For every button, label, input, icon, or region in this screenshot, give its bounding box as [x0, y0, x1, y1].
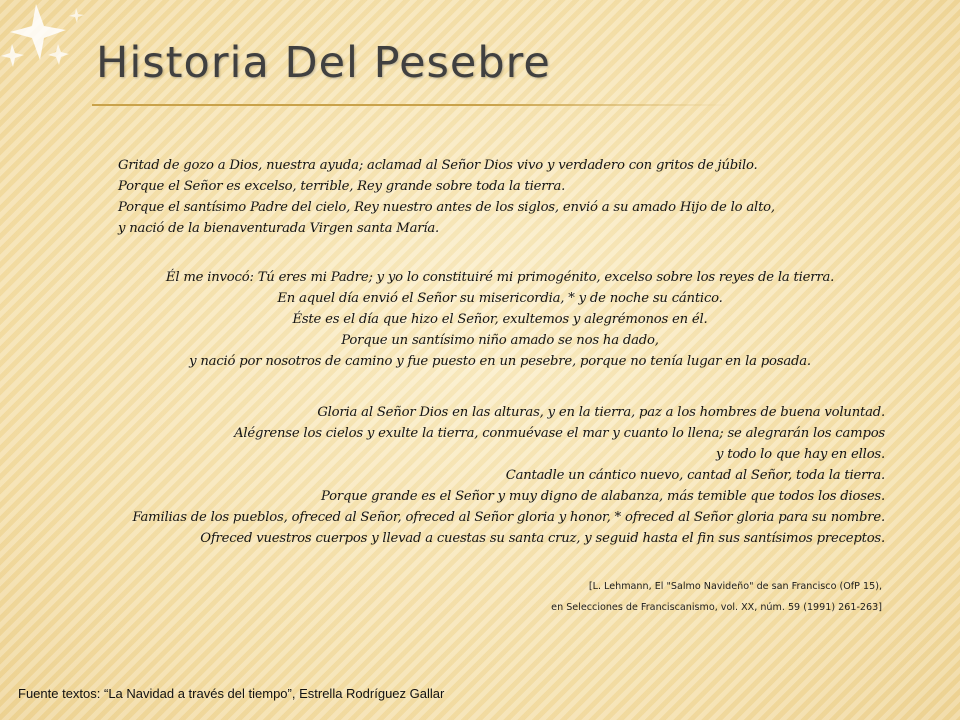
verse-line: Porque un santísimo niño amado se nos ha dado, — [341, 333, 659, 348]
verse-line: En aquel día envió el Señor su misericordia, * y de noche su cántico. — [277, 291, 723, 306]
title-underline — [92, 104, 732, 106]
verse-line: y nació por nosotros de camino y fue puesto en un pesebre, porque no tenía lugar en la posada. — [189, 354, 811, 369]
verse-line: Porque el Señor es excelso, terrible, Rey grande sobre toda la tierra. — [118, 179, 566, 194]
verse-block-center — [130, 267, 870, 372]
source-note: Fuente textos: “La Navidad a través del tiempo”, Estrella Rodríguez Gallar — [18, 686, 445, 701]
star-icon — [69, 8, 84, 23]
star-icon — [1, 44, 24, 67]
star-cluster-icon — [0, 0, 96, 96]
slide-title: Historia Del Pesebre — [96, 38, 551, 88]
verse-line: Ofreced vuestros cuerpos y llevad a cuestas su santa cruz, y seguid hasta el fin sus santísimos preceptos. — [200, 531, 885, 546]
verse-line: y todo lo que hay en ellos. — [716, 447, 885, 462]
verse-line: Porque grande es el Señor y muy digno de alabanza, más temible que todos los dioses. — [321, 489, 885, 504]
verse-line: Gloria al Señor Dios en las alturas, y en la tierra, paz a los hombres de buena voluntad. — [317, 405, 885, 420]
verse-line: Alégrense los cielos y exulte la tierra, conmuévase el mar y cuanto lo llena; se alegrarán los campos — [234, 426, 885, 441]
citation — [420, 576, 882, 618]
verse-block-right — [120, 402, 885, 549]
citation-line: [L. Lehmann, El "Salmo Navideño" de san Francisco (OfP 15), — [588, 581, 882, 592]
verse-line: Éste es el día que hizo el Señor, exultemos y alegrémonos en él. — [292, 312, 708, 327]
verse-line: Él me invocó: Tú eres mi Padre; y yo lo constituiré mi primogénito, excelso sobre los reyes de la tierra. — [165, 270, 835, 285]
verse-line: Gritad de gozo a Dios, nuestra ayuda; aclamad al Señor Dios vivo y verdadero con gritos de júbilo. — [118, 158, 758, 173]
verse-line: Porque el santísimo Padre del cielo, Rey nuestro antes de los siglos, envió a su amado Hijo de lo alto, — [118, 200, 775, 215]
star-icon — [48, 44, 69, 65]
verse-line: Familias de los pueblos, ofreced al Señor, ofreced al Señor gloria y honor, * ofreced al Señor gloria para su nombre. — [132, 510, 885, 525]
verse-line: y nació de la bienaventurada Virgen santa María. — [118, 221, 440, 236]
citation-line: en Selecciones de Franciscanismo, vol. XX, núm. 59 (1991) 261-263] — [551, 602, 882, 613]
verse-block-left — [118, 155, 775, 239]
verse-line: Cantadle un cántico nuevo, cantad al Señor, toda la tierra. — [505, 468, 885, 483]
